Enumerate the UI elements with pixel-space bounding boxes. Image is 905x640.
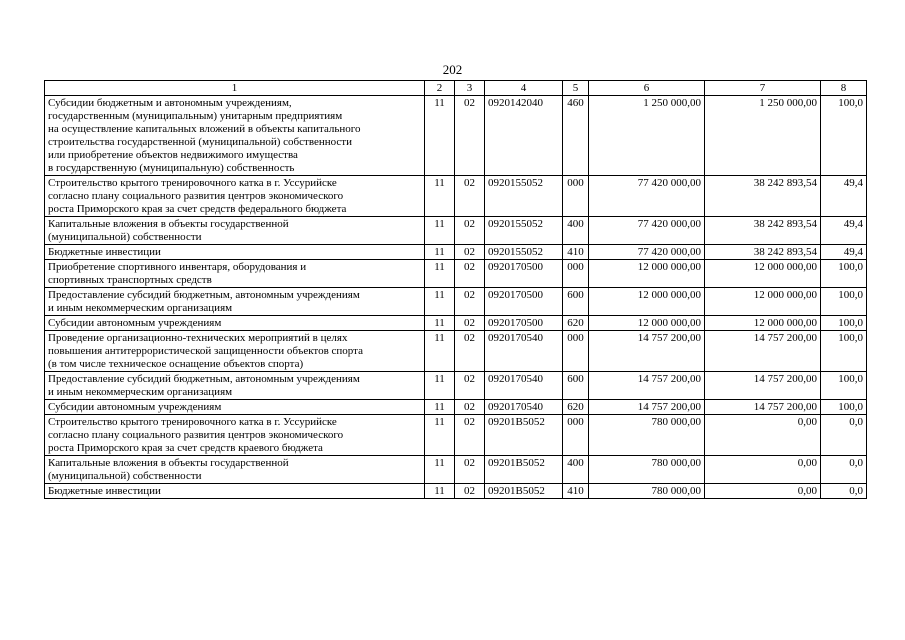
item-name-cell: Субсидии автономным учреждениям — [45, 400, 425, 415]
column-header: 2 — [425, 81, 455, 96]
execution-percent-cell: 100,0 — [821, 316, 867, 331]
table-row — [45, 96, 867, 176]
item-name-cell: Предоставление субсидий бюджетным, автономным учреждениям и иным некоммерческим организациям — [45, 372, 425, 400]
execution-percent-cell: 0,0 — [821, 456, 867, 484]
target-article-cell: 0920155052 — [485, 176, 563, 217]
planned-amount-cell: 77 420 000,00 — [589, 217, 705, 245]
execution-percent-cell: 49,4 — [821, 245, 867, 260]
subsection-cell: 02 — [455, 245, 485, 260]
item-name-cell: Строительство крытого тренировочного катка в г. Уссурийске согласно плану социального развития центров экономического роста Приморского края за счет средств федерального бюджета — [45, 176, 425, 217]
execution-percent-cell: 100,0 — [821, 372, 867, 400]
expense-type-cell: 410 — [563, 245, 589, 260]
column-header: 4 — [485, 81, 563, 96]
executed-amount-cell: 14 757 200,00 — [705, 372, 821, 400]
item-name-cell: Капитальные вложения в объекты государственной (муниципальной) собственности — [45, 217, 425, 245]
target-article-cell: 0920155052 — [485, 245, 563, 260]
execution-percent-cell: 0,0 — [821, 484, 867, 499]
target-article-cell: 0920170540 — [485, 331, 563, 372]
item-name-cell: Приобретение спортивного инвентаря, оборудования и спортивных транспортных средств — [45, 260, 425, 288]
target-article-cell: 0920170540 — [485, 400, 563, 415]
subsection-cell: 02 — [455, 372, 485, 400]
item-name-cell: Строительство крытого тренировочного катка в г. Уссурийске согласно плану социального развития центров экономического роста Приморского края за счет средств краевого бюджета — [45, 415, 425, 456]
planned-amount-cell: 12 000 000,00 — [589, 260, 705, 288]
subsection-cell: 02 — [455, 484, 485, 499]
executed-amount-cell: 12 000 000,00 — [705, 288, 821, 316]
page-number: 202 — [442, 62, 463, 77]
section-cell: 11 — [425, 260, 455, 288]
subsection-cell: 02 — [455, 456, 485, 484]
subsection-cell: 02 — [455, 288, 485, 316]
executed-amount-cell: 38 242 893,54 — [705, 217, 821, 245]
executed-amount-cell: 12 000 000,00 — [705, 260, 821, 288]
target-article-cell: 0920170540 — [485, 372, 563, 400]
target-article-cell: 09201В5052 — [485, 456, 563, 484]
table-row — [45, 456, 867, 484]
execution-percent-cell: 0,0 — [821, 415, 867, 456]
target-article-cell: 0920142040 — [485, 96, 563, 176]
planned-amount-cell: 12 000 000,00 — [589, 316, 705, 331]
expense-type-cell: 620 — [563, 316, 589, 331]
column-header: 6 — [589, 81, 705, 96]
section-cell: 11 — [425, 217, 455, 245]
section-cell: 11 — [425, 331, 455, 372]
item-name-cell: Бюджетные инвестиции — [45, 245, 425, 260]
planned-amount-cell: 14 757 200,00 — [589, 400, 705, 415]
planned-amount-cell: 77 420 000,00 — [589, 245, 705, 260]
execution-percent-cell: 100,0 — [821, 260, 867, 288]
planned-amount-cell: 12 000 000,00 — [589, 288, 705, 316]
table-row — [45, 217, 867, 245]
expense-type-cell: 620 — [563, 400, 589, 415]
target-article-cell: 0920170500 — [485, 260, 563, 288]
table-row — [45, 415, 867, 456]
subsection-cell: 02 — [455, 415, 485, 456]
section-cell: 11 — [425, 96, 455, 176]
executed-amount-cell: 0,00 — [705, 415, 821, 456]
section-cell: 11 — [425, 372, 455, 400]
target-article-cell: 0920170500 — [485, 288, 563, 316]
target-article-cell: 0920155052 — [485, 217, 563, 245]
planned-amount-cell: 14 757 200,00 — [589, 372, 705, 400]
table-row — [45, 400, 867, 415]
target-article-cell: 09201В5052 — [485, 484, 563, 499]
expense-type-cell: 410 — [563, 484, 589, 499]
planned-amount-cell: 1 250 000,00 — [589, 96, 705, 176]
executed-amount-cell: 12 000 000,00 — [705, 316, 821, 331]
item-name-cell: Субсидии автономным учреждениям — [45, 316, 425, 331]
target-article-cell: 0920170500 — [485, 316, 563, 331]
execution-percent-cell: 100,0 — [821, 400, 867, 415]
expense-type-cell: 460 — [563, 96, 589, 176]
section-cell: 11 — [425, 484, 455, 499]
subsection-cell: 02 — [455, 316, 485, 331]
column-header: 8 — [821, 81, 867, 96]
subsection-cell: 02 — [455, 331, 485, 372]
section-cell: 11 — [425, 316, 455, 331]
item-name-cell: Бюджетные инвестиции — [45, 484, 425, 499]
item-name-cell: Предоставление субсидий бюджетным, автономным учреждениям и иным некоммерческим организациям — [45, 288, 425, 316]
header-row — [45, 81, 867, 96]
column-header: 1 — [45, 81, 425, 96]
section-cell: 11 — [425, 400, 455, 415]
section-cell: 11 — [425, 288, 455, 316]
column-header: 7 — [705, 81, 821, 96]
item-name-cell: Субсидии бюджетным и автономным учреждениям, государственным (муниципальным) унитарным предприятиям на осуществление капитальных вложений в объекты капитального строительства государственной (муниципальной) собственности или приобретение объектов недвижимого имущества в государственную (муниципальную) собственность — [45, 96, 425, 176]
expense-type-cell: 000 — [563, 260, 589, 288]
item-name-cell: Капитальные вложения в объекты государственной (муниципальной) собственности — [45, 456, 425, 484]
execution-percent-cell: 49,4 — [821, 176, 867, 217]
section-cell: 11 — [425, 176, 455, 217]
executed-amount-cell: 14 757 200,00 — [705, 331, 821, 372]
table-body — [45, 96, 867, 499]
section-cell: 11 — [425, 415, 455, 456]
executed-amount-cell: 1 250 000,00 — [705, 96, 821, 176]
subsection-cell: 02 — [455, 260, 485, 288]
table-row — [45, 288, 867, 316]
table-row — [45, 176, 867, 217]
table-row — [45, 484, 867, 499]
planned-amount-cell: 780 000,00 — [589, 484, 705, 499]
section-cell: 11 — [425, 456, 455, 484]
table-row — [45, 245, 867, 260]
subsection-cell: 02 — [455, 176, 485, 217]
table-row — [45, 260, 867, 288]
column-header: 5 — [563, 81, 589, 96]
planned-amount-cell: 780 000,00 — [589, 456, 705, 484]
executed-amount-cell: 0,00 — [705, 456, 821, 484]
execution-percent-cell: 49,4 — [821, 217, 867, 245]
expense-type-cell: 400 — [563, 217, 589, 245]
section-cell: 11 — [425, 245, 455, 260]
executed-amount-cell: 14 757 200,00 — [705, 400, 821, 415]
table-row — [45, 316, 867, 331]
expense-type-cell: 600 — [563, 372, 589, 400]
expense-type-cell: 400 — [563, 456, 589, 484]
column-header: 3 — [455, 81, 485, 96]
execution-percent-cell: 100,0 — [821, 331, 867, 372]
executed-amount-cell: 38 242 893,54 — [705, 245, 821, 260]
expense-type-cell: 000 — [563, 331, 589, 372]
subsection-cell: 02 — [455, 217, 485, 245]
executed-amount-cell: 0,00 — [705, 484, 821, 499]
expense-type-cell: 600 — [563, 288, 589, 316]
execution-percent-cell: 100,0 — [821, 288, 867, 316]
expense-type-cell: 000 — [563, 176, 589, 217]
execution-percent-cell: 100,0 — [821, 96, 867, 176]
budget-table — [44, 80, 867, 499]
target-article-cell: 09201В5052 — [485, 415, 563, 456]
table-row — [45, 331, 867, 372]
executed-amount-cell: 38 242 893,54 — [705, 176, 821, 217]
table-row — [45, 372, 867, 400]
planned-amount-cell: 14 757 200,00 — [589, 331, 705, 372]
subsection-cell: 02 — [455, 400, 485, 415]
planned-amount-cell: 77 420 000,00 — [589, 176, 705, 217]
planned-amount-cell: 780 000,00 — [589, 415, 705, 456]
subsection-cell: 02 — [455, 96, 485, 176]
expense-type-cell: 000 — [563, 415, 589, 456]
item-name-cell: Проведение организационно-технических мероприятий в целях повышения антитеррористической защищенности объектов спорта (в том числе техническое оснащение объектов спорта) — [45, 331, 425, 372]
